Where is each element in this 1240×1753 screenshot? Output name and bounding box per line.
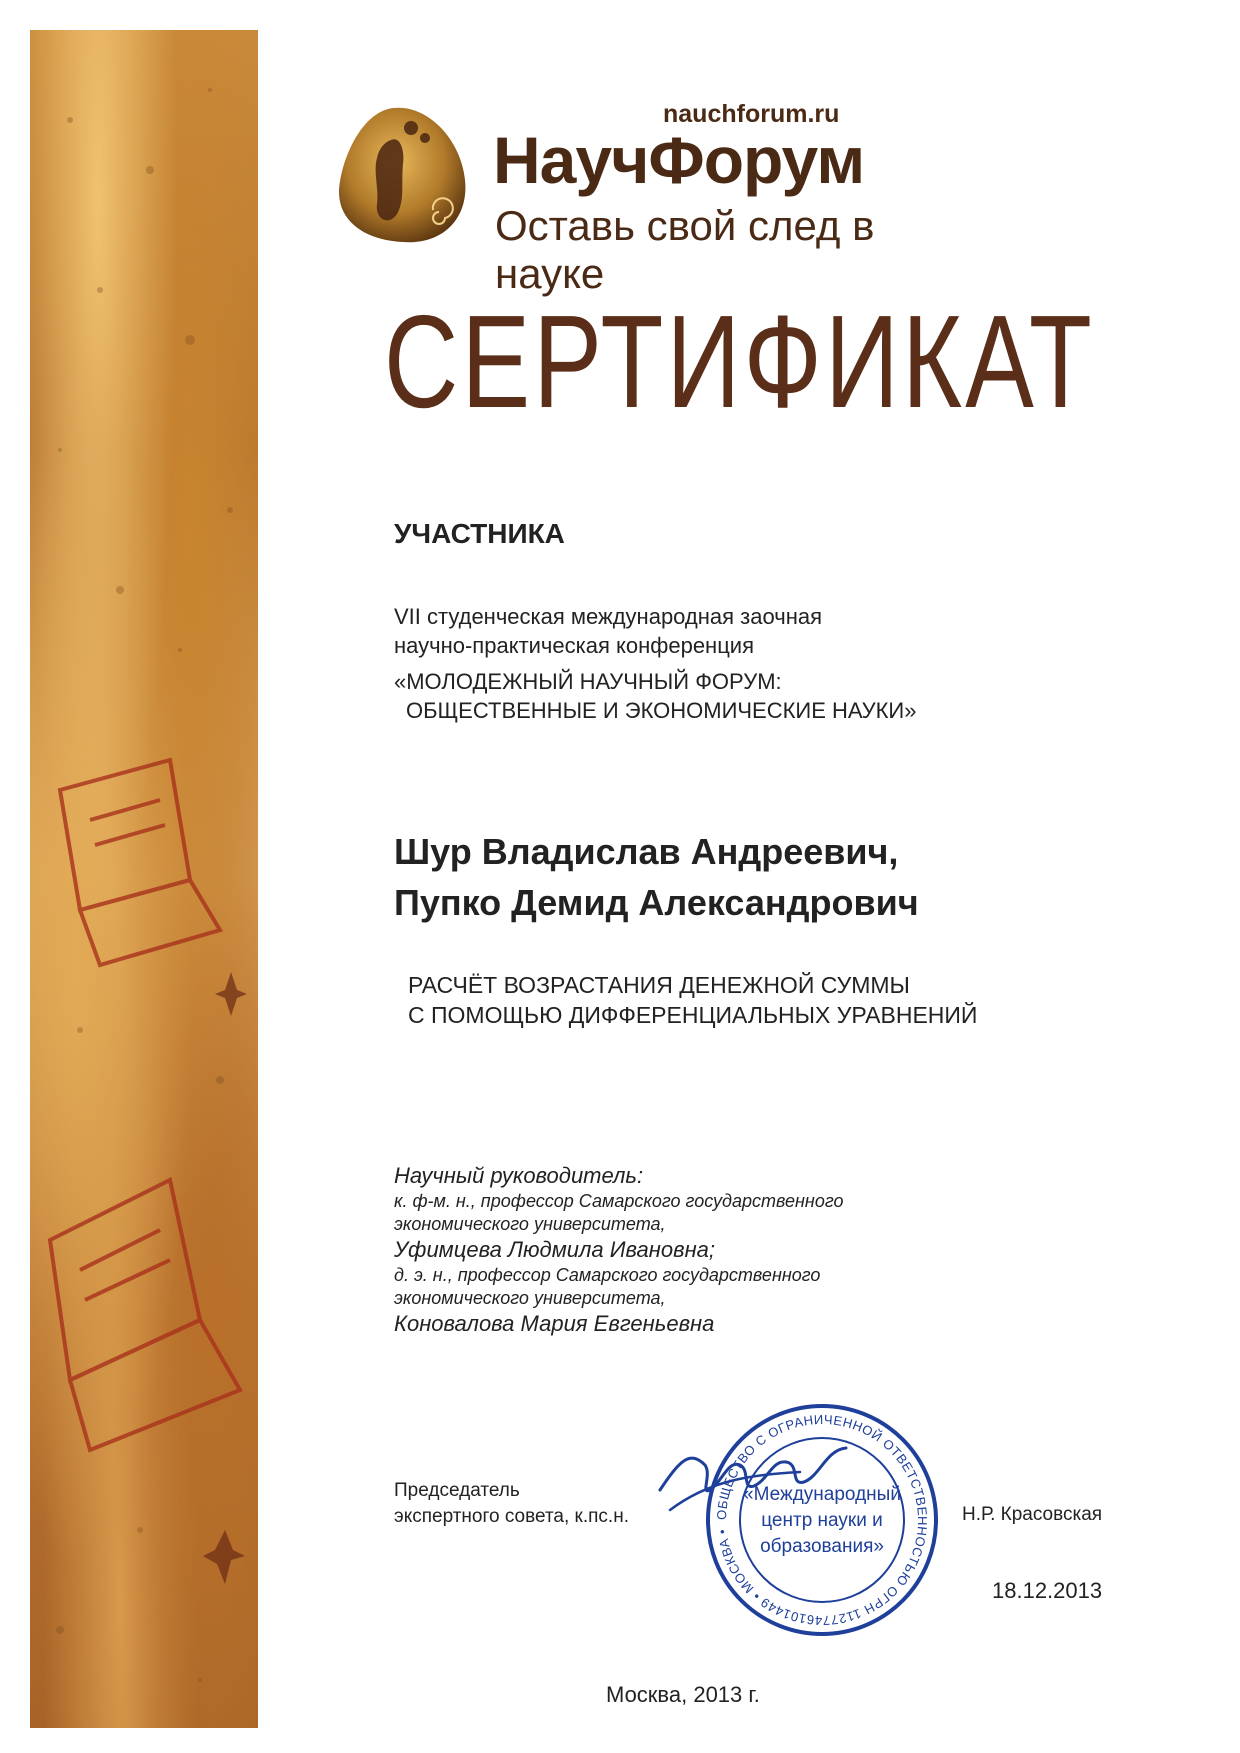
chair-line-1: Председатель bbox=[394, 1480, 520, 1501]
issue-date: 18.12.2013 bbox=[992, 1578, 1103, 1603]
conference-line-2: научно-практическая конференция bbox=[394, 633, 755, 658]
chair-line-2: экспертного совета, к.пс.н. bbox=[394, 1506, 629, 1527]
stamp-line-3: образования» bbox=[760, 1536, 884, 1557]
chair-name: Н.Р. Красовская bbox=[962, 1504, 1103, 1525]
supervisors-block bbox=[394, 1162, 844, 1338]
author-2: Пупко Демид Александрович bbox=[394, 882, 919, 923]
supervisor-2-name: Коновалова Мария Евгеньевна bbox=[394, 1311, 715, 1336]
stamp-ring-text: ОБЩЕСТВО С ОГРАНИЧЕННОЙ ОТВЕТСТВЕННОСТЬЮ ОГРН 1127746101449 • МОСКВА • bbox=[713, 1411, 931, 1629]
site-url: nauchforum.ru bbox=[663, 100, 840, 128]
authors bbox=[394, 826, 919, 928]
supervisor-2-detail-1: д. э. н., профессор Самарского государственного bbox=[394, 1265, 821, 1285]
topic-line-2: С ПОМОЩЬЮ ДИФФЕРЕНЦИАЛЬНЫХ УРАВНЕНИЙ bbox=[408, 1002, 978, 1028]
brand-slogan: Оставь свой след в науке bbox=[495, 202, 875, 297]
conference-name bbox=[394, 667, 916, 725]
supervisor-2-detail-2: экономического университета, bbox=[394, 1288, 666, 1308]
footprint-stone-icon bbox=[333, 100, 473, 250]
certificate-subtitle: УЧАСТНИКА bbox=[394, 518, 565, 549]
city-year: Москва, 2013 г. bbox=[606, 1682, 760, 1707]
paper-topic bbox=[408, 970, 977, 1030]
topic-line-1: РАСЧЁТ ВОЗРАСТАНИЯ ДЕНЕЖНОЙ СУММЫ bbox=[408, 972, 910, 998]
nauchforum-logo bbox=[333, 100, 983, 297]
chair-title bbox=[394, 1478, 629, 1530]
certificate-title: СЕРТИФИКАТ bbox=[384, 288, 1095, 435]
supervisor-1-name: Уфимцева Людмила Ивановна; bbox=[394, 1237, 716, 1262]
handwritten-signature bbox=[650, 1420, 850, 1530]
conference-line-1: VII студенческая международная заочная bbox=[394, 604, 823, 629]
conference-name-line-1: «МОЛОДЕЖНЫЙ НАУЧНЫЙ ФОРУМ: bbox=[394, 669, 782, 694]
cave-painting-illustration bbox=[30, 30, 258, 1728]
decorative-side-strip bbox=[30, 30, 258, 1728]
stamp-line-2: центр науки и bbox=[761, 1510, 883, 1531]
supervisor-1-detail-2: экономического университета, bbox=[394, 1214, 666, 1234]
brand-name: НаучФорум bbox=[493, 123, 865, 197]
conference-name-line-2: ОБЩЕСТВЕННЫЕ И ЭКОНОМИЧЕСКИЕ НАУКИ» bbox=[406, 698, 917, 723]
author-1: Шур Владислав Андреевич, bbox=[394, 831, 899, 872]
supervisor-heading: Научный руководитель: bbox=[394, 1163, 644, 1188]
conference-description bbox=[394, 602, 822, 660]
supervisor-1-detail-1: к. ф-м. н., профессор Самарского государственного bbox=[394, 1191, 844, 1211]
stamp-line-1: «Международный bbox=[743, 1484, 901, 1505]
